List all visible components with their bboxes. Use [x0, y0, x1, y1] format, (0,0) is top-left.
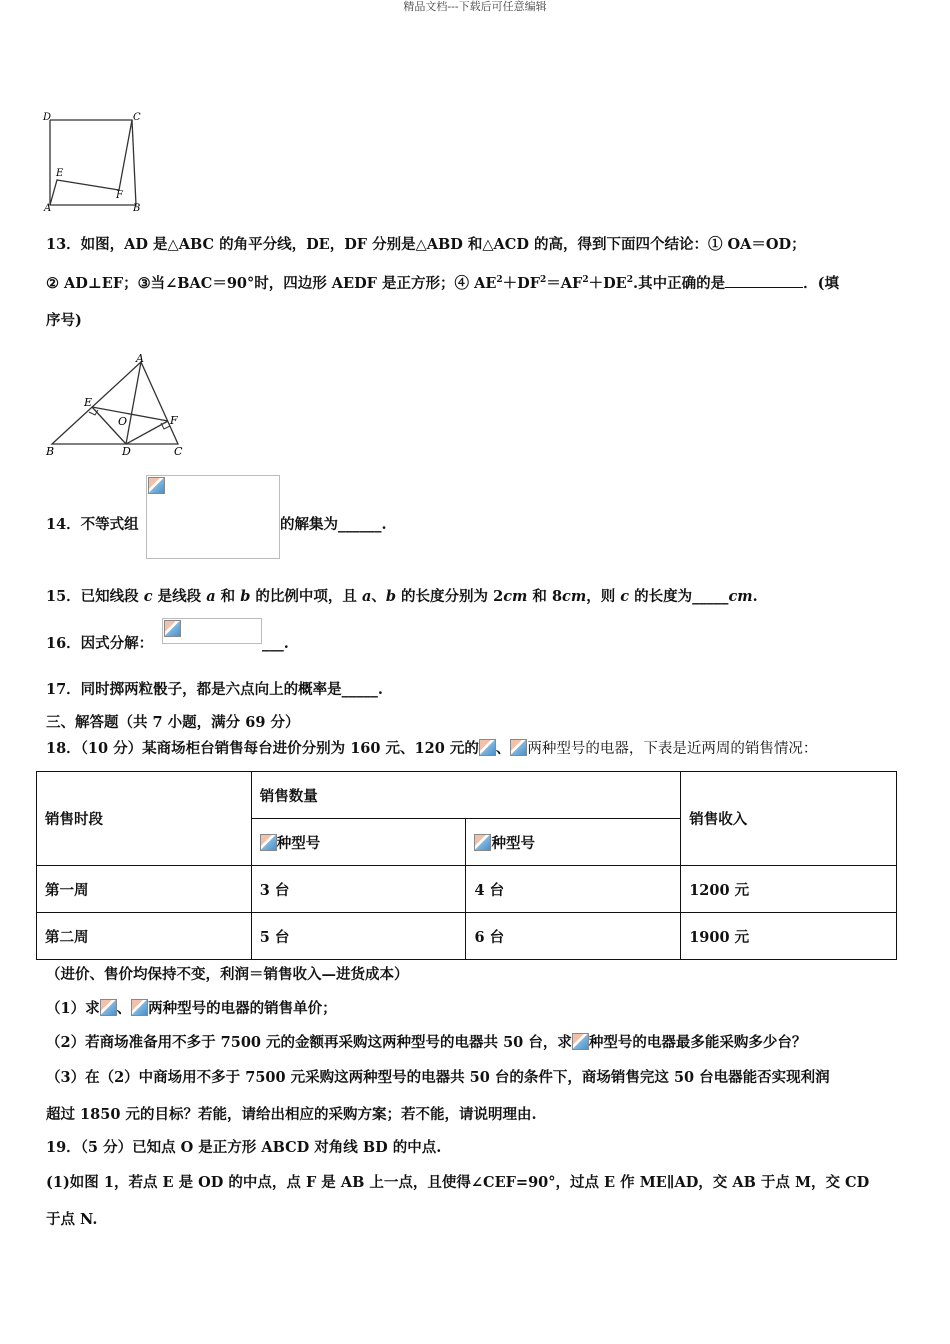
- q13-line3: 序号): [46, 312, 82, 329]
- q15-line: 15．已知线段 c 是线段 a 和 b 的比例中项，且 a、b 的长度分别为 2cm 和 8cm，则 c 的长度为_____cm.: [46, 588, 758, 605]
- q18-sub3-line1: （3）在（2）中商场用不多于 7500 元采购这两种型号的电器共 50 台的条件下，商场销售完这 50 台电器能否实现利润: [46, 1069, 830, 1086]
- label-B: B: [46, 445, 55, 458]
- label-O: O: [118, 415, 128, 428]
- q13-line1: 13．如图，AD 是△ABC 的角平分线，DE，DF 分别是△ABD 和△ACD 的高，得到下面四个结论：① OA＝OD；: [46, 236, 806, 253]
- q14-system-image: [146, 475, 280, 559]
- q18-sub3-line2: 超过 1850 元的目标？若能，请给出相应的采购方案；若不能，请说明理由.: [46, 1106, 537, 1123]
- q18-intro: 18．（10 分）某商场柜台销售每台进价分别为 160 元、120 元的 、 两种型号的电器，下表是近两周的销售情况：: [46, 740, 818, 757]
- label-A: A: [44, 203, 52, 214]
- header-period: 销售时段: [37, 772, 252, 866]
- label-E: E: [84, 396, 93, 409]
- table-row: 第一周 3 台 4 台 1200 元: [37, 866, 897, 913]
- section3-title: 三、解答题（共 7 小题，满分 69 分）: [46, 714, 300, 731]
- label-F: F: [116, 190, 123, 201]
- q19-intro: 19．（5 分）已知点 O 是正方形 ABCD 对角线 BD 的中点.: [46, 1139, 442, 1156]
- q14-suffix: 的解集为______.: [280, 516, 387, 533]
- broken-image-icon: [131, 999, 148, 1016]
- header-type-b: 种型号: [466, 819, 681, 866]
- header-type-a: 种型号: [251, 819, 466, 866]
- label-E: E: [56, 168, 64, 179]
- broken-image-icon: [100, 999, 117, 1016]
- broken-image-icon: [474, 834, 491, 851]
- page-header: 精品文档---下载后可任意编辑: [403, 0, 547, 13]
- q16-prefix: 16．因式分解：: [46, 635, 154, 652]
- q18-note: （进价、售价均保持不变，利润＝销售收入—进货成本）: [46, 966, 409, 983]
- label-A: A: [136, 352, 144, 365]
- triangle-figure: [40, 350, 190, 460]
- q19-part1-line1: (1)如图 1，若点 E 是 OD 的中点，点 F 是 AB 上一点，且使得∠CEF=90°，过点 E 作 ME∥AD，交 AB 于点 M，交 CD: [46, 1174, 870, 1191]
- label-D: D: [122, 445, 131, 458]
- header-income: 销售收入: [681, 772, 897, 866]
- broken-image-icon: [164, 620, 181, 637]
- label-C: C: [174, 445, 183, 458]
- q19-part1-line2: 于点 N.: [46, 1211, 98, 1228]
- label-F: F: [170, 414, 178, 427]
- q18-sub1: （1）求 、 两种型号的电器的销售单价；: [46, 1000, 337, 1017]
- q13-answer-blank[interactable]: [725, 273, 803, 288]
- broken-image-icon: [510, 739, 527, 756]
- q13-line2: ② AD⊥EF；③当∠BAC＝90°时，四边形 AEDF 是正方形；④ $AE^2+DF^2=AF^2+DE^2$.其中正确的是 ．(填: [46, 275, 839, 292]
- label-B: B: [133, 203, 141, 214]
- broken-image-icon: [572, 1033, 589, 1050]
- q16-expression-image: [162, 618, 262, 644]
- broken-image-icon: [479, 739, 496, 756]
- square-figure: [40, 108, 150, 216]
- q18-sub2: （2）若商场准备用不多于 7500 元的金额再采购这两种型号的电器共 50 台，求 种型号的电器最多能采购多少台？: [46, 1034, 807, 1051]
- q14-prefix: 14．不等式组: [46, 516, 139, 533]
- q16-suffix: ___.: [262, 635, 289, 652]
- sales-table: [36, 771, 897, 960]
- table-row: 第二周 5 台 6 台 1900 元: [37, 913, 897, 960]
- header-quantity: 销售数量: [251, 772, 680, 819]
- q17-line: 17．同时掷两粒骰子，都是六点向上的概率是_____.: [46, 681, 383, 698]
- label-D: D: [43, 112, 52, 123]
- broken-image-icon: [260, 834, 277, 851]
- label-C: C: [133, 112, 141, 123]
- broken-image-icon: [148, 477, 165, 494]
